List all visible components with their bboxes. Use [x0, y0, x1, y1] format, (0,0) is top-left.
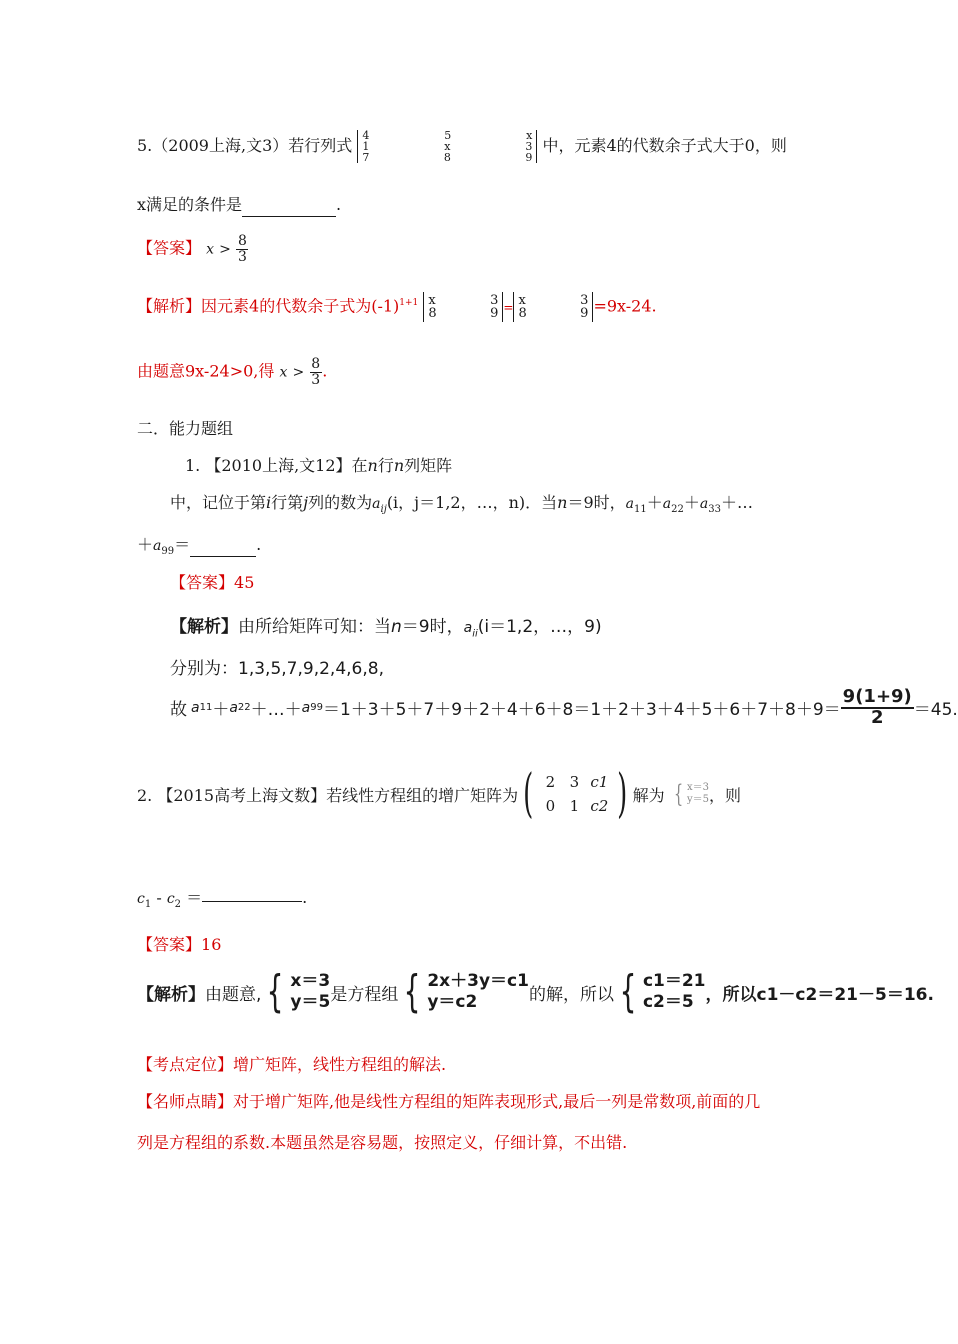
q5-minor2: x 3 8 9 [513, 292, 593, 322]
p1-heading: 1. 【2010上海,文12】在n行n列矩阵 [185, 456, 453, 475]
p2-system-1: { x＝3 y＝5 [267, 966, 331, 1017]
p2-system-3: { c1＝21 c2＝5 [619, 966, 706, 1017]
p2-blank [202, 882, 302, 902]
q5-analysis: 【解析】因元素4的代数余子式为$(-1)^{1+1}$ x 3 8 9 = x 3 8 9 =9x-24. [137, 293, 657, 321]
p2-augmented-matrix: ( 2 3 c1 0 1 c2 ) [523, 764, 628, 824]
q5-blank [242, 197, 336, 217]
p2-answer-label: 【答案】 [137, 935, 202, 954]
p2-analysis: 【解析】 由题意, { x＝3 y＝5 是方程组 { 2x＋3y＝c1 y＝c2 的解，所以 { c1＝21 c2＝5 ，所以c1－c2＝21－5＝16. [137, 966, 934, 1017]
p2-analysis-label: 【解析】 [137, 984, 205, 1005]
q5-analysis-label: 【解析】 [137, 296, 202, 316]
q5-line1 [137, 130, 787, 163]
p1-sum-fraction: $\frac{9(1+9)}{2}$ [842, 686, 912, 728]
p2-answer [137, 932, 221, 955]
p2-teacher-line2: 列是方程组的系数.本题虽然是容易题，按照定义，仔细计算，不出错. [137, 1133, 628, 1152]
p2-system-2: { 2x＋3y＝c1 y＝c2 [403, 966, 529, 1017]
p2-answer-value: 16 [201, 935, 222, 954]
q5-minor1: x 3 8 9 [423, 292, 503, 322]
p1-line3: $+a_{99}=$ . [137, 535, 262, 558]
q5-answer: 【答案】 x > $\frac{8}{3}$ [137, 233, 247, 265]
q5-line2: x满足的条件是 . [137, 192, 341, 217]
q5-determinant: 4 5 x 1 x 3 7 8 9 [357, 130, 537, 163]
p2-point-label: 【考点定位】 [137, 1055, 234, 1074]
q5-answer-fraction: $\frac{8}{3}$ [237, 233, 247, 265]
p2-heading: 2. 【2015高考上海文数】若线性方程组的增广矩阵为 ( 2 3 c1 0 1 c2 ) 解为 { x＝3 y＝5 ，则 [137, 764, 741, 824]
p1-line2: 中，记位于第i行第j列的数为$a_{ij}(i$，j＝1,2，…，n)．当n＝9时，$a_{11}+a_{22}+a_{33}+\dots$ [170, 493, 753, 516]
p2-solution-system: { x＝3 y＝5 [673, 780, 709, 808]
q5-suffix: 中，元素4的代数余子式大于0，则 [542, 136, 787, 155]
p1-blank [190, 537, 256, 557]
p1-list-line: 分别为：1,3,5,7,9,2,4,6,8, [170, 659, 384, 679]
p2-teacher-label: 【名师点睛】 [137, 1092, 234, 1111]
p1-answer-value: 45 [234, 573, 255, 592]
q5-prefix: 5.（2009上海,文3）若行列式 [137, 136, 353, 155]
p1-analysis-label: 【解析】 [170, 617, 238, 637]
p2-teacher-line1: 【名师点睛】对于增广矩阵,他是线性方程组的矩阵表现形式,最后一列是常数项,前面的几 [137, 1092, 761, 1111]
p1-answer [170, 570, 254, 593]
section-title: 二．能力题组 [137, 419, 234, 438]
p2-point: 【考点定位】增广矩阵，线性方程组的解法. [137, 1055, 447, 1074]
p1-analysis: 【解析】由所给矩阵可知：当n＝9时，$a_{ii}(i=1,2$，…，9) [170, 617, 602, 640]
p1-sum-line: 故 a 11 ＋ a 22 ＋…＋ a 99 ＝1＋3＋5＋7＋9＋2＋4＋6＋8＝1＋2＋3＋4＋5＋6＋7＋8＋9＝ $\frac{9(1+9)}{2}$ ＝45. [170, 686, 958, 728]
p1-answer-label: 【答案】 [170, 573, 235, 592]
p2-line2: $c_1 - c_2$ ＝ . [137, 882, 307, 910]
q5-conclusion: 由题意9x-24>0,得 x > $\frac{8}{3}$ . [137, 356, 328, 388]
q5-answer-label: 【答案】 [137, 238, 202, 258]
